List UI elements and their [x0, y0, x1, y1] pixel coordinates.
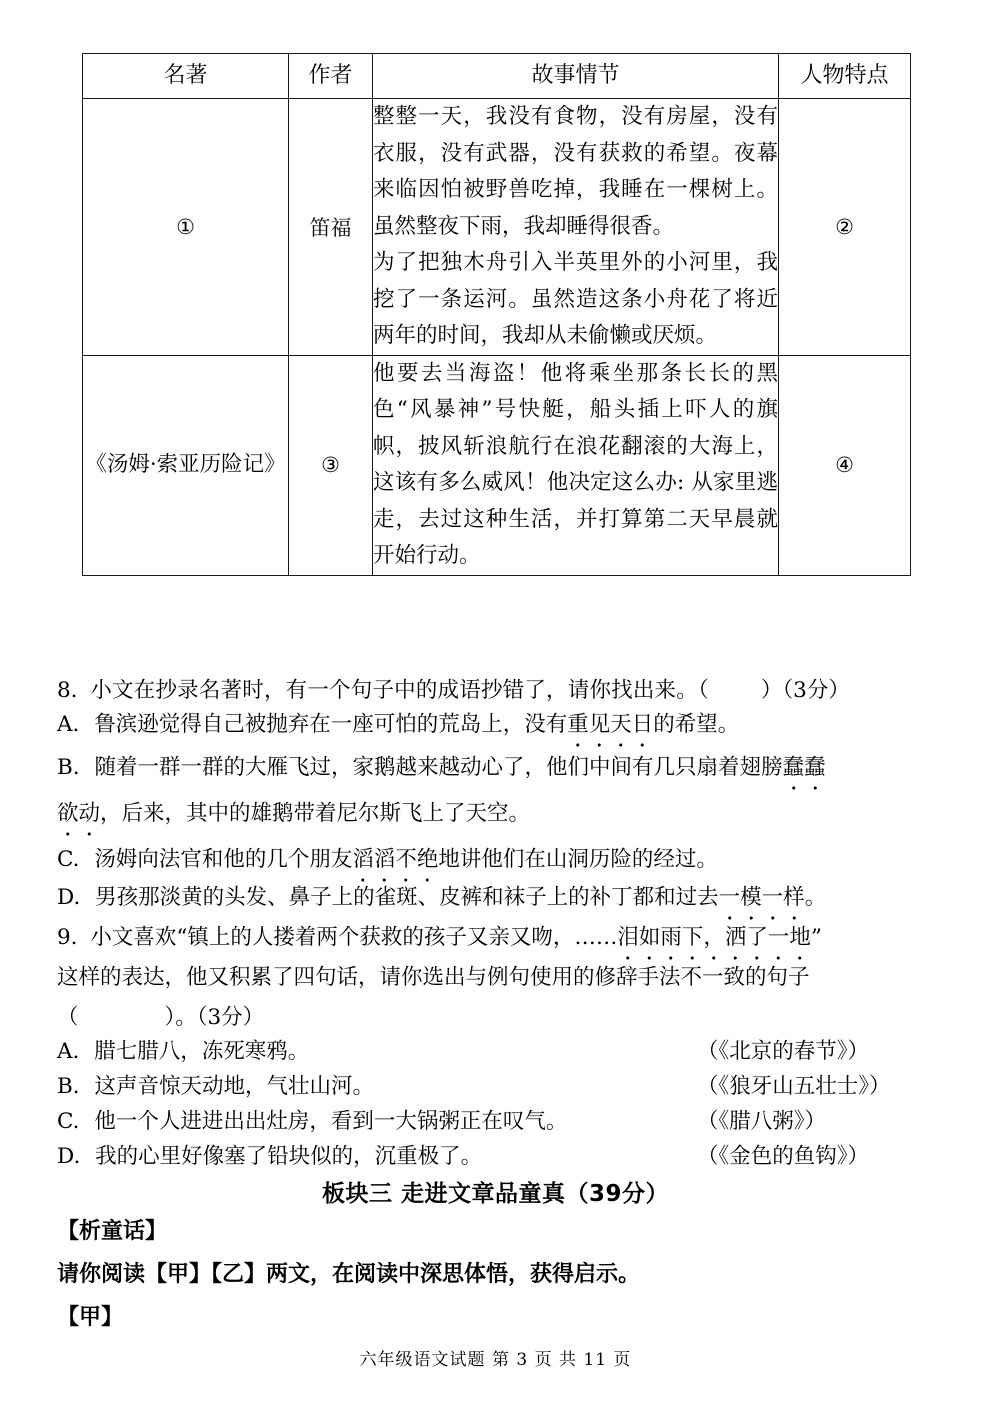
section-tag-analyze-fairytale: 【析童话】	[57, 1219, 168, 1244]
question-9-stem-line3: （ ）。（3分）	[57, 1005, 265, 1030]
option-b-text-line2: ，后来，其中的雄鹅带着尼尔斯飞上了天空。	[100, 801, 531, 826]
plot-paragraph: 他要去当海盗！他将乘坐那条长长的黑色“风暴神”号快艇，船头插上吓人的旗帜，披风斩浪航行在浪花翻滚的大海上，这该有多么威风！他决定这么办: 从家里逃走，去过这种生活，并打算第二天早晨就开始行动。	[373, 360, 778, 568]
question-9-options	[57, 1034, 943, 1174]
option-a-emphasis: 重见天日	[567, 705, 653, 745]
page-footer: 六年级语文试题 第 3 页 共 11 页	[359, 1350, 632, 1370]
q9-option-d-label: D.	[57, 1144, 81, 1169]
table-row	[83, 99, 911, 356]
q9-option-c-text: 他一个人进进出出灶房，看到一大锅粥正在叹气。	[94, 1109, 568, 1134]
option-c-text-pre: 汤姆向法官和他的几个朋友	[94, 847, 353, 872]
column-header-plot: 故事情节	[373, 54, 779, 99]
cell-author-2	[289, 355, 373, 575]
question-9-option-c[interactable]	[57, 1104, 943, 1139]
column-header-title: 名著	[83, 54, 289, 99]
option-d-label: D.	[57, 885, 81, 910]
cell-plot-2	[373, 355, 779, 575]
option-d-text-pre: 男孩那淡黄的头发、鼻子上的雀斑、皮裤和袜子上的补丁都和过去	[95, 885, 719, 910]
question-9-option-a[interactable]	[57, 1034, 943, 1069]
q9-option-c-label: C.	[57, 1109, 80, 1134]
question-9-stem-line1	[57, 918, 943, 958]
q9-option-b-text: 这声音惊天动地，气壮山河。	[94, 1074, 374, 1099]
question-8-number: 8.	[57, 678, 78, 703]
question-8-option-a[interactable]	[57, 705, 937, 745]
passage-label-jia: 【甲】	[57, 1305, 124, 1330]
section-instruction: 请你阅读【甲】【乙】两文，在阅读中深思体悟，获得启示。	[57, 1262, 641, 1287]
question-9-stem-line2: 这样的表达，他又积累了四句话，请你选出与例句使用的修辞手法不一致的句子	[57, 965, 810, 990]
question-8-option-c[interactable]	[57, 840, 937, 880]
option-a-text-pre: 鲁滨逊觉得自己被抛弃在一座可怕的荒岛上，没有	[94, 712, 568, 737]
cell-trait-2	[779, 355, 911, 575]
section-heading: 板块三 走进文章品童真（39分）	[321, 1181, 669, 1207]
blank-marker-3: ③	[321, 453, 340, 477]
q9-option-a-source: （《北京的春节》）	[697, 1039, 870, 1064]
plot-paragraph: 整整一天，我没有食物，没有房屋，没有衣服，没有武器，没有获救的希望。夜幕来临因怕被野兽吃掉，我睡在一棵树上。虽然整夜下雨，我却睡得很香。	[373, 104, 778, 239]
cell-book-title-1	[83, 99, 289, 356]
question-8-option-b[interactable]	[57, 748, 937, 834]
cell-book-title-2: 《汤姆·索亚历险记》	[83, 355, 289, 575]
question-9-stem-quote: ”	[810, 925, 822, 950]
question-9-option-d[interactable]	[57, 1139, 943, 1174]
q9-option-a-text: 腊七腊八，冻死寒鸦。	[94, 1039, 310, 1064]
column-header-author: 作者	[289, 54, 373, 99]
table-row	[83, 355, 911, 575]
option-d-text-post: 。	[804, 885, 827, 910]
option-c-label: C.	[57, 847, 80, 872]
q9-option-b-label: B.	[57, 1074, 80, 1099]
q9-option-c-source: （《腊八粥》）	[697, 1109, 827, 1134]
novel-summary-table	[82, 53, 911, 576]
q9-option-d-source: （《金色的鱼钩》）	[697, 1144, 870, 1169]
plot-paragraph: 为了把独木舟引入半英里外的小河里，我挖了一条运河。虽然造这条小舟花了将近两年的时间，我却从未偷懒或厌烦。	[373, 250, 778, 348]
option-b-emphasis-part2: 欲动	[57, 794, 100, 834]
option-c-emphasis: 滔滔不绝	[352, 840, 438, 880]
option-b-emphasis-part1: 蠢蠢	[783, 748, 826, 788]
table-header-row	[83, 54, 911, 99]
cell-plot-1	[373, 99, 779, 356]
option-c-text-post: 地讲他们在山洞历险的经过。	[438, 847, 718, 872]
q9-option-d-text: 我的心里好像塞了铅块似的，沉重极了。	[95, 1144, 483, 1169]
q9-option-a-label: A.	[57, 1039, 80, 1064]
question-9-option-b[interactable]	[57, 1069, 943, 1104]
column-header-trait: 人物特点	[779, 54, 911, 99]
question-9	[57, 918, 943, 1038]
option-a-label: A.	[57, 712, 80, 737]
blank-marker-2: ②	[835, 214, 854, 239]
option-d-emphasis: 一模一样	[719, 878, 805, 918]
option-b-label: B.	[57, 755, 80, 780]
question-9-stem-pre: 小文喜欢“镇上的人搂着两个获救的孩子又亲又吻，……	[90, 925, 618, 950]
question-9-emphasis: 泪如雨下，洒了一地	[617, 918, 811, 958]
q9-option-b-source: （《狼牙山五壮士》）	[697, 1074, 891, 1099]
question-8-stem-tail: ）（3分）	[760, 678, 850, 703]
option-b-text-line1: 随着一群一群的大雁飞过，家鹅越来越动心了，他们中间有几只扇着翅膀	[94, 755, 783, 780]
option-a-text-post: 的希望。	[653, 712, 740, 737]
cell-author-1: 笛福	[289, 99, 373, 356]
question-8-stem-text: 小文在抄录名著时，有一个句子中的成语抄错了，请你找出来。（	[90, 678, 709, 703]
cell-trait-1	[779, 99, 911, 356]
question-9-number: 9.	[57, 925, 78, 950]
blank-marker-4: ④	[835, 453, 854, 477]
blank-marker-1: ①	[176, 214, 195, 239]
question-8-option-d[interactable]	[57, 878, 937, 918]
